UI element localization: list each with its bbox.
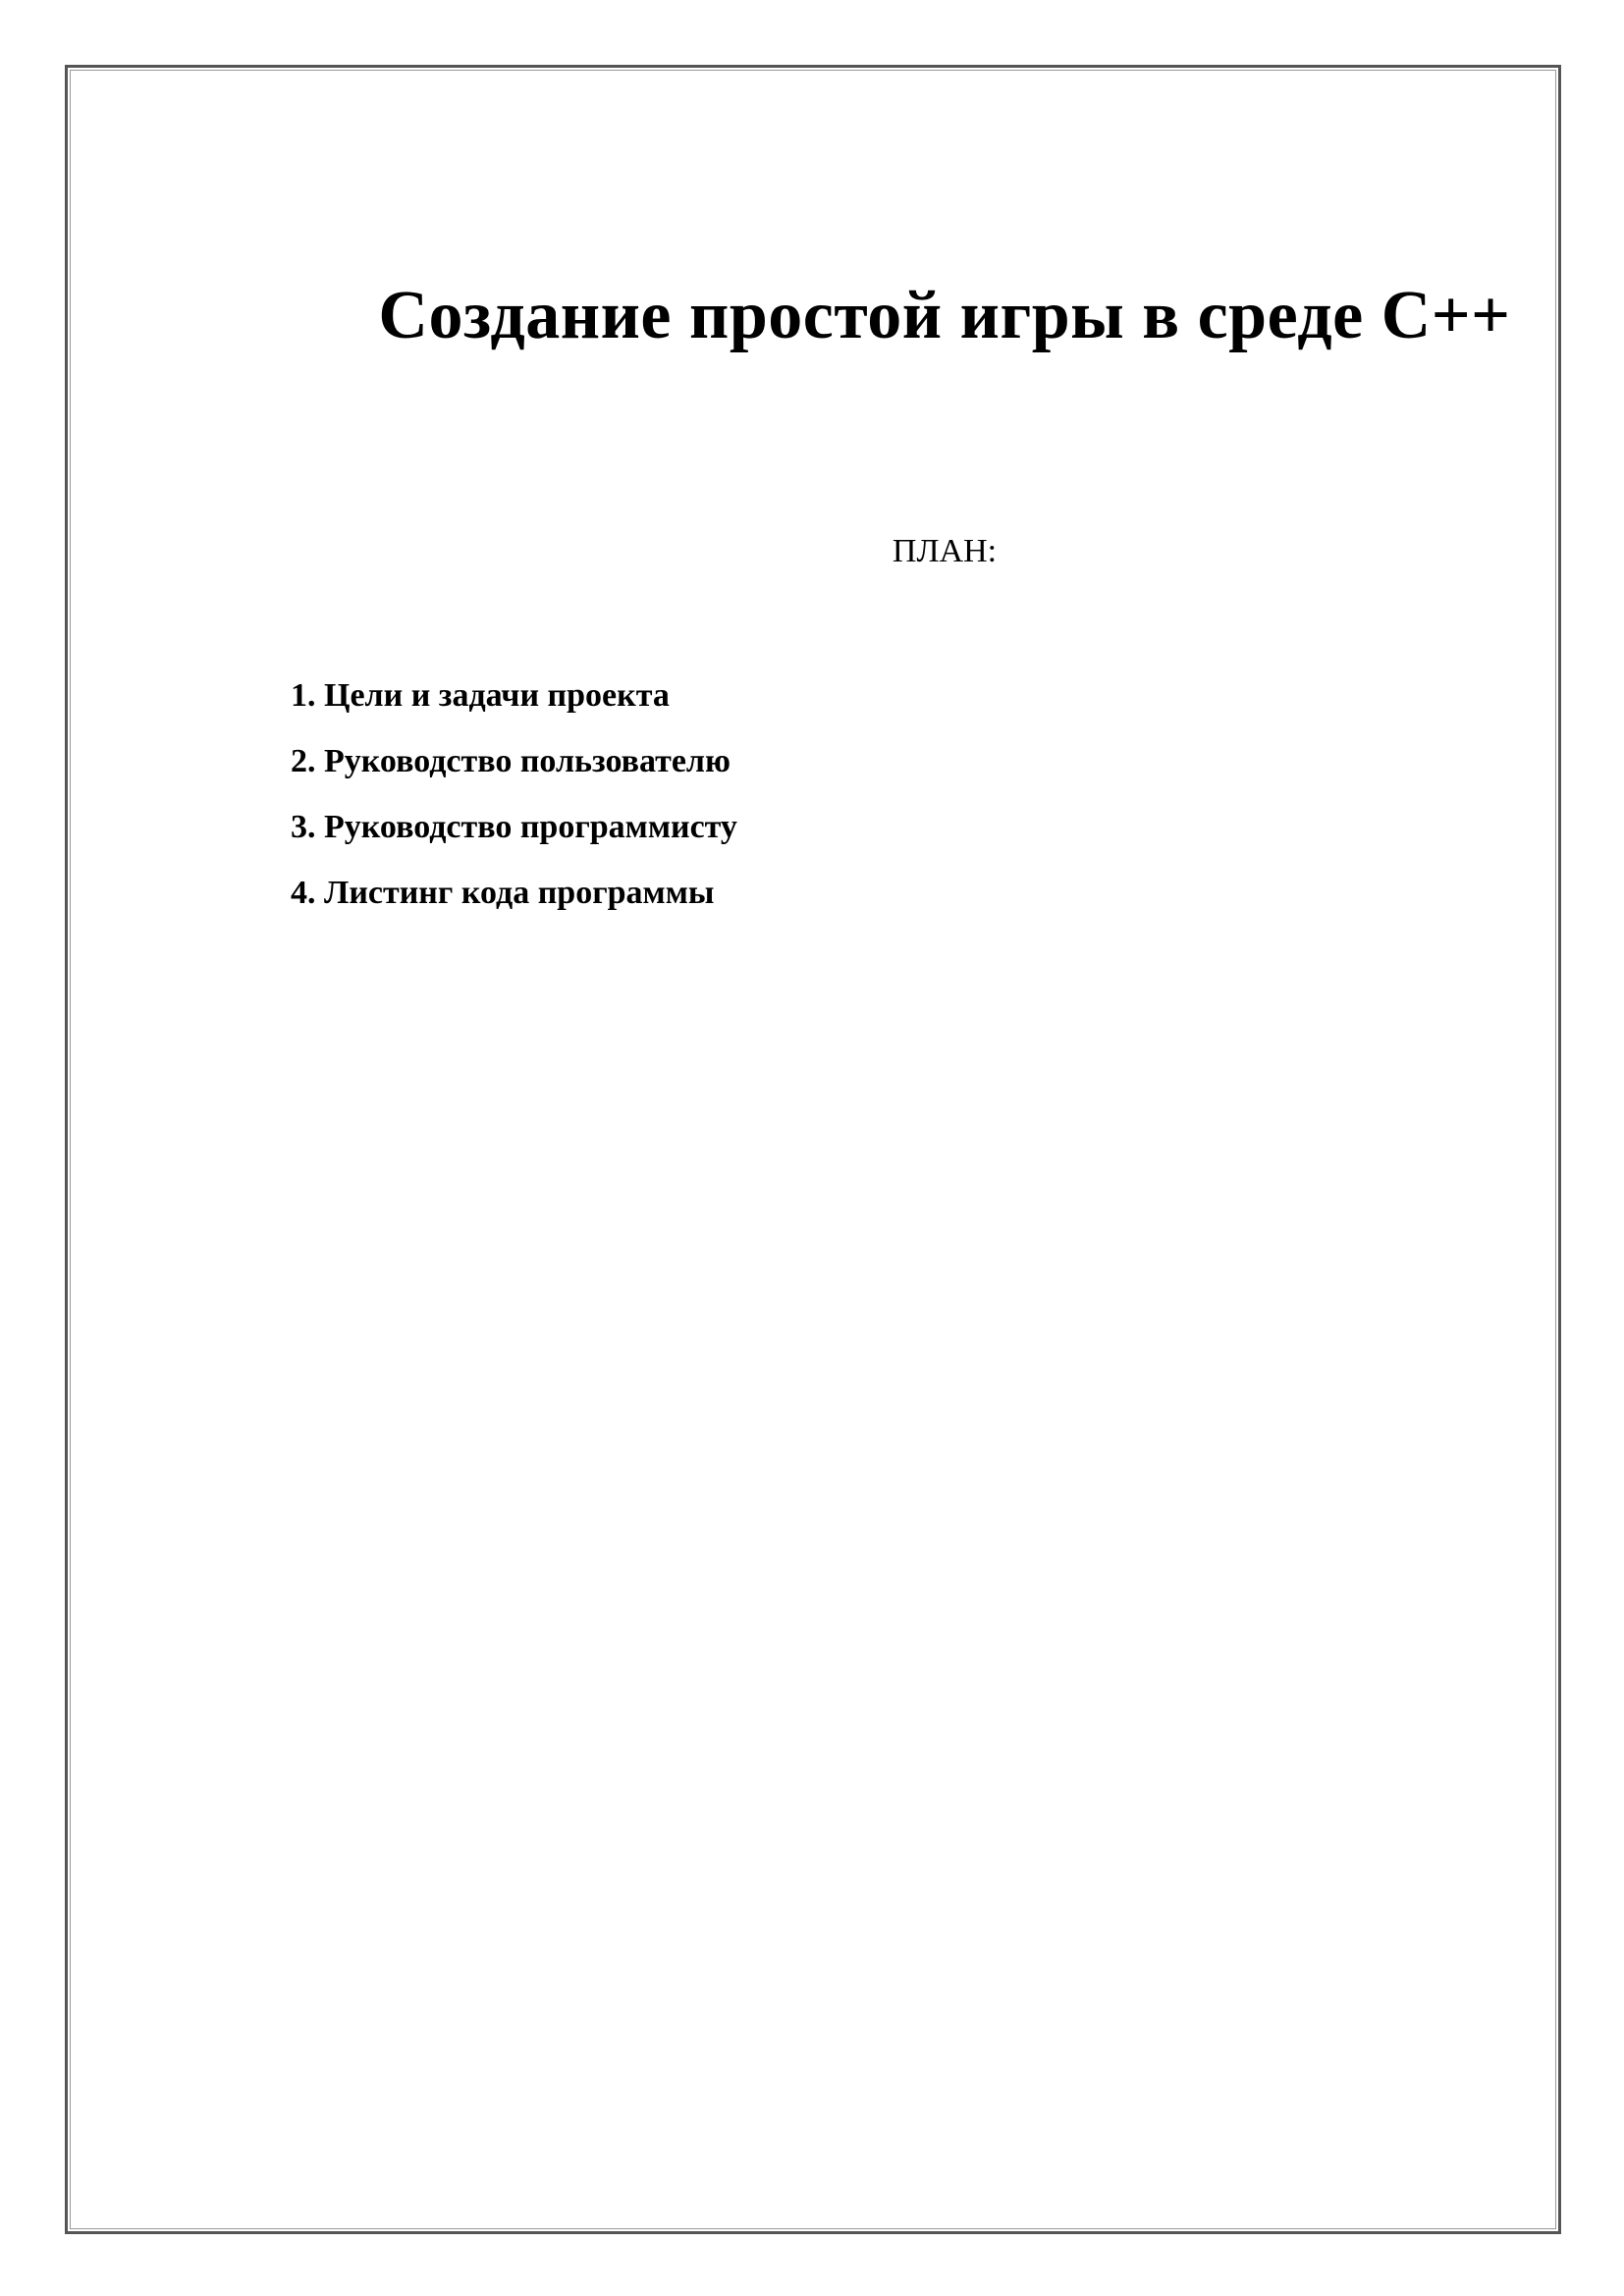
document-title: Создание простой игры в среде С++ (378, 278, 1511, 353)
page-border (65, 65, 1561, 2234)
plan-item-code-listing: 4. Листинг кода программы (291, 875, 715, 911)
plan-item-user-guide: 2. Руководство пользователю (291, 743, 731, 779)
plan-item-goals: 1. Цели и задачи проекта (291, 677, 670, 714)
plan-item-programmer-guide: 3. Руководство программисту (291, 809, 737, 845)
plan-list (291, 663, 737, 926)
plan-heading: ПЛАН: (892, 533, 998, 569)
